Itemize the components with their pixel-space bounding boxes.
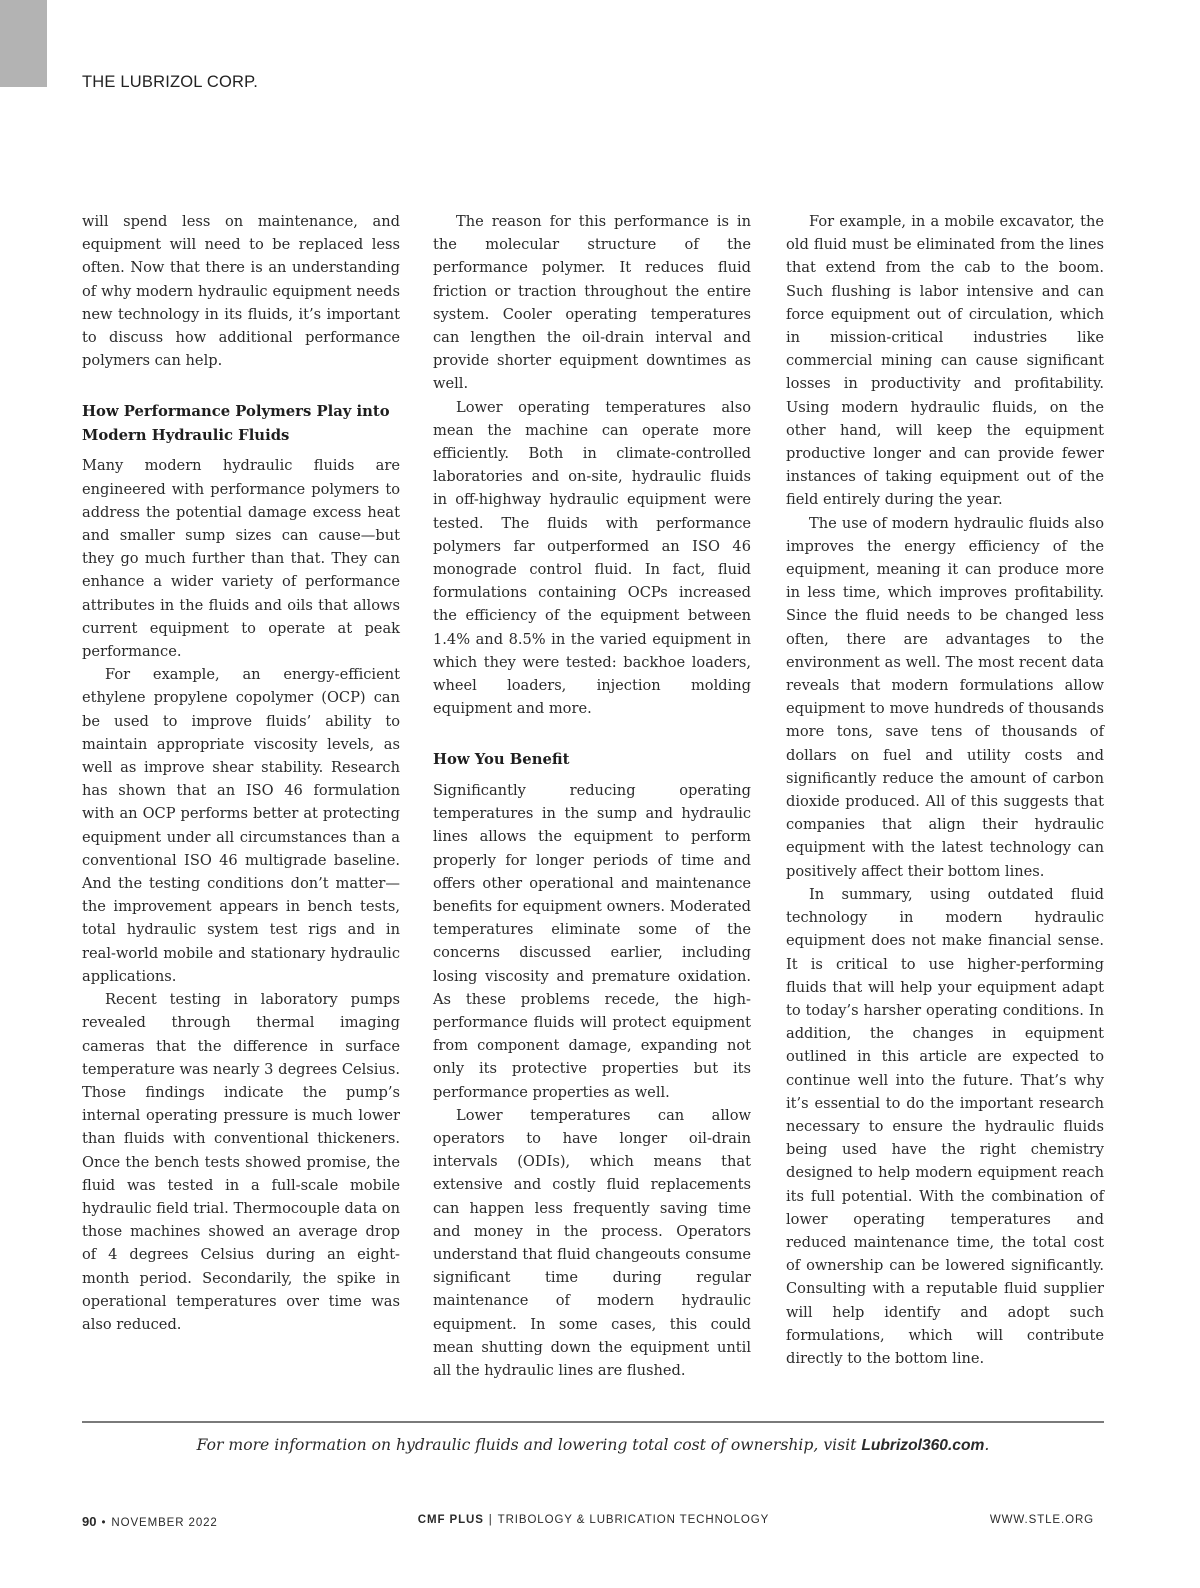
bullet-separator: • [101, 1517, 107, 1529]
divider-separator: | [488, 1514, 493, 1526]
issue-date: NOVEMBER 2022 [111, 1517, 218, 1529]
footer-link[interactable]: Lubrizol360.com [861, 1437, 985, 1454]
article-column-1 [82, 210, 400, 1336]
section-heading: How You Benefit [433, 751, 570, 769]
magazine-name: TRIBOLOGY & LUBRICATION TECHNOLOGY [497, 1514, 770, 1526]
paragraph: The reason for this performance is in the molecular structure of the performance polymer. It reduces fluid friction or traction throughout the entire system. Cooler operating temperatures can lengthen the oil-drain interval and provide shorter equipment downtimes as well. [433, 213, 751, 393]
company-header: THE LUBRIZOL CORP. [82, 73, 258, 91]
paragraph: Lower temperatures can allow operators to have longer oil-drain intervals (ODIs), which means that extensive and costly fluid replacements can happen less frequently saving time and money in the process. Operators understand that fluid changeouts consume significant time during regular maintenance of modern hydraulic equipment. In some cases, this could mean shutting down the equipment until all the hydraulic lines are flushed. [433, 1106, 751, 1380]
paragraph: Lower operating temperatures also mean the machine can operate more efficiently. Both in climate-controlled laboratories and on-site, hydraulic fluids in off-highway hydraulic equipment were tested. The fluids with performance polymers far outperformed an ISO 46 monograde control fluid. In fact, fluid formulations containing OCPs increased the efficiency of the equipment between 1.4% and 8.5% in the varied equipment in which they were tested: backhoe loaders, wheel loaders, injection molding equipment and more. [433, 398, 751, 718]
article-column-3 [786, 210, 1104, 1370]
paragraph: The use of modern hydraulic fluids also improves the energy efficiency of the equipment, meaning it can produce more in less time, which improves profitability. Since the fluid needs to be changed less often, there are advantages to the environment as well. The most recent data reveals that modern formulations allow equipment to move hundreds of thousands more tons, save tens of thousands of dollars on fuel and utility costs and significantly reduce the amount of carbon dioxide produced. All of this suggests that companies that align their hydraulic equipment with the latest technology can positively affect their bottom lines. [786, 514, 1104, 880]
paragraph: In summary, using outdated fluid technology in modern hydraulic equipment does not make financial sense. It is critical to use higher-performing fluids that will help your equipment adapt to today’s harsher operating conditions. In addition, the changes in equipment outlined in this article are expected to continue well into the future. That’s why it’s essential to do the important research necessary to ensure the hydraulic fluids being used have the right chemistry designed to help modern equipment reach its full potential. With the combination of lower operating temperatures and reduced maintenance time, the total cost of ownership can be lowered significantly. Consulting with a reputable fluid supplier will help identify and adopt such formulations, which will contribute directly to the bottom line. [786, 885, 1104, 1367]
paragraph: For example, an energy-efficient ethylene propylene copolymer (OCP) can be used to improve fluids’ ability to maintain appropriate viscosity levels, as well as improve shear stability. Research has shown that an ISO 46 formulation with an OCP performs better at protecting equipment under all circumstances than a conventional ISO 46 multigrade baseline. And the testing conditions don’t matter—the improvement appears in bench tests, total hydraulic system test rigs and in real-world mobile and stationary hydraulic applications. [82, 666, 400, 985]
paragraph: Significantly reducing operating temperatures in the sump and hydraulic lines allows the equipment to perform properly for longer periods of time and offers other operational and maintenance benefits for equipment owners. Moderated temperatures eliminate some of the concerns discussed earlier, including losing viscosity and premature oxidation. As these problems recede, the high-performance fluids will protect equipment from component damage, expanding not only its protective properties but its performance properties as well. [433, 781, 751, 1101]
paragraph: For example, in a mobile excavator, the old fluid must be eliminated from the lines that extend from the cab to the boom. Such flushing is labor intensive and can force equipment out of circulation, which in mission-critical industries like commercial mining can cause significant losses in productivity and profitability. Using modern hydraulic fluids, on the other hand, will keep the equipment productive longer and can provide fewer instances of taking equipment out of the field entirely during the year. [786, 213, 1104, 509]
footer-note [82, 1436, 1104, 1455]
website[interactable]: WWW.STLE.ORG [989, 1514, 1094, 1526]
paragraph: Many modern hydraulic fluids are engineered with performance polymers to address the potential damage excess heat and smaller sump sizes can cause—but they go much further than that. They can enhance a wider variety of performance attributes in the fluids and oils that allows current equipment to operate at peak performance. [82, 457, 400, 661]
section-name: CMF PLUS [417, 1514, 484, 1526]
footer-note-end: . [984, 1436, 990, 1454]
paragraph: Recent testing in laboratory pumps revealed through thermal imaging cameras that the difference in surface temperature was nearly 3 degrees Celsius. Those findings indicate the pump’s internal operating pressure is much lower than fluids with conventional thickeners. Once the bench tests showed promise, the fluid was tested in a full-scale mobile hydraulic field trial. Thermocouple data on those machines showed an average drop of 4 degrees Celsius during an eight-month period. Secondarily, the spike in operational temperatures over time was also reduced. [82, 991, 400, 1333]
article-column-2 [433, 210, 751, 1382]
section-heading: How Performance Polymers Play into Modern Hydraulic Fluids [82, 403, 390, 444]
footer-divider [82, 1421, 1104, 1423]
paragraph: will spend less on maintenance, and equipment will need to be replaced less often. Now that there is an understanding of why modern hydraulic equipment needs new technology in its fluids, it’s important to discuss how additional performance polymers can help. [82, 213, 400, 370]
footer-note-text: For more information on hydraulic fluids and lowering total cost of ownership, visit [196, 1436, 862, 1454]
page-tab-marker [0, 0, 47, 87]
page-number: 90 [82, 1514, 97, 1529]
